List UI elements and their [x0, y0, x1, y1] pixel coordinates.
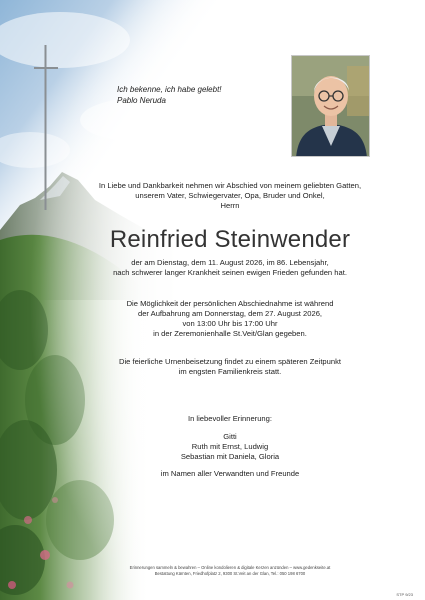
quote-text: Ich bekenne, ich habe gelebt!	[117, 85, 222, 94]
footer	[60, 565, 400, 577]
footer-line-1: Erinnerungen sammeln & bewahren – Online kondolieren & digitale Kerzen anzünden – www.gedenkseite.at	[129, 565, 331, 570]
mourner-line-3: Sebastian mit Daniela, Gloria	[180, 452, 280, 461]
farewell-line-2: der Aufbahrung am Donnerstag, dem 27. August 2026,	[137, 309, 323, 318]
footer-line-2: Bestattung Kärnten, Friedhofplatz 2, 9300 St.Veit an der Glan, Tel.: 050 198 6700	[154, 571, 306, 576]
mourner-line-2: Ruth mit Ernst, Ludwig	[191, 442, 269, 451]
portrait-photo	[291, 55, 370, 157]
intro-line-3: Herrn	[220, 201, 240, 210]
deceased-name: Reinfried Steinwender	[109, 226, 351, 253]
farewell-text	[60, 299, 400, 339]
mourner-line-1: Gitti	[223, 432, 237, 441]
intro-line-1: In Liebe und Dankbarkeit nehmen wir Abschied von meinem geliebten Gatten,	[98, 181, 362, 190]
quote-author: Pablo Neruda	[117, 96, 166, 105]
intro-text	[60, 181, 400, 211]
burial-text	[60, 357, 400, 377]
death-line-1: der am Dienstag, dem 11. August 2026, im 86. Lebensjahr,	[131, 258, 329, 267]
burial-line-2: im engsten Familienkreis statt.	[178, 367, 282, 376]
farewell-line-1: Die Möglichkeit der persönlichen Abschiednahme ist während	[126, 299, 334, 308]
document-code: STP 9/23	[396, 592, 413, 597]
mourners-list	[60, 432, 400, 462]
intro-line-2: unserem Vater, Schwiegervater, Opa, Bruder und Onkel,	[135, 191, 325, 200]
farewell-line-4: in der Zeremonienhalle St.Veit/Glan gegeben.	[153, 329, 307, 338]
death-line-2: nach schwerer langer Krankheit seinen ewigen Frieden gefunden hat.	[113, 268, 347, 277]
mourners-closing: im Namen aller Verwandten und Freunde	[160, 469, 300, 478]
farewell-line-3: von 13:00 Uhr bis 17:00 Uhr	[182, 319, 278, 328]
mourners-heading: In liebevoller Erinnerung:	[187, 414, 272, 423]
death-text	[60, 258, 400, 278]
quote	[117, 84, 222, 106]
burial-line-1: Die feierliche Urnenbeisetzung findet zu einem späteren Zeitpunkt	[118, 357, 342, 366]
